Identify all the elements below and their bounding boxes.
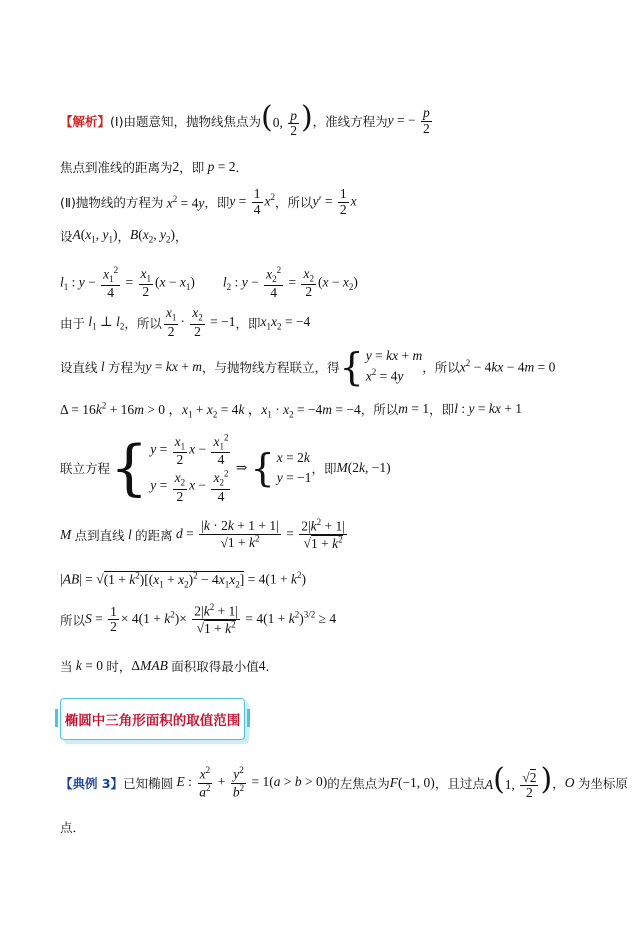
example-text: 已知椭圆 [123, 776, 174, 792]
analysis-line-6 [60, 306, 310, 339]
analysis-text: 点到直线 [74, 527, 125, 543]
analysis-text: ，即 [204, 195, 230, 211]
math-eq: d = $\frac{|k \cdot 2k + 1 + 1|}{√1 + k^2}$ = $\frac{2|k^2 + 1|}{√1 + k^2}$ [176, 517, 345, 551]
example-text: ， [552, 776, 565, 792]
math-eq: A(1, $\frac{√2}{2}$ ) [484, 762, 553, 801]
analysis-text: ，所以 [124, 315, 162, 331]
example-line-1: 【典例 3】 已知椭圆 E : $\frac{x^2}{a^2}$ + $\frac{y^2}{b^2}$ = 1(a > b > 0) 的左焦点为 F(−1, 0) ，且过点 A(1, $\frac{√2}{2}$ ) ， O 为坐标原 [60, 762, 628, 801]
math-eq: $l_1$ ⊥ $l_2$ [88, 313, 125, 332]
analysis-text: 面积取得最小值 [171, 659, 259, 674]
analysis-text: ，即 [179, 160, 205, 175]
math-eq: $\Delta = 16k^2 + 16m > 0$ ，$x_1 + x_2 = 4k$ ，$x_1 \cdot x_2 = -4m = -4$ [60, 400, 361, 420]
analysis-line-8 [60, 398, 522, 420]
system-eq: { y = kx + m $x^2 = 4y$ [339, 344, 423, 389]
math-eq: $A(x_1$, $y_1$) [72, 227, 118, 245]
math-value: 2 [172, 159, 180, 174]
system-eq: { y = $\frac{x_1}{2}$ x − $\frac{x_1^2}{4}$ y = $\frac{x_2}{2}$ x − $\frac{x_2^2}{4}$ ⇒ { x = 2k y = −1 [110, 432, 312, 504]
analysis-text: ，与抛物线方程联立，得 [202, 359, 340, 375]
analysis-line-2: 焦点到准线的距离为 2 ，即 p = 2 ． [60, 159, 249, 175]
analysis-line-13 [60, 657, 269, 675]
analysis-text: 所以 [60, 612, 86, 628]
analysis-text: 当 [60, 659, 73, 674]
example-text: 的左焦点为 [327, 776, 390, 792]
analysis-line-4: 设 $A(x_1$, $y_1$) ， $B(x_2$, $y_2$) ， [60, 227, 188, 245]
analysis-line-12 [60, 603, 336, 637]
example-text: ，且过点 [434, 776, 485, 792]
analysis-text: 方程为 [108, 359, 146, 375]
analysis-text: ，即 [311, 461, 337, 476]
analysis-text: (Ⅱ)抛物线的方程为 [60, 195, 164, 211]
example-text: 点． [60, 820, 86, 835]
math-eq: y = kx + m [145, 358, 203, 374]
math-eq: y = $\frac{1}{4}$ $x^2$ [229, 186, 276, 217]
math-eq: k = 0 [75, 658, 107, 673]
analysis-text: ，准线方程为 [312, 114, 388, 130]
analysis-line-11 [60, 570, 306, 589]
math-eq: ΔMAB [131, 658, 168, 673]
math-eq: $l_1$ : y − $\frac{x_1^2}{4}$ = $\frac{x_1}{2}$ $(x - x_1)$ [60, 265, 195, 301]
math-eq: $B(x_2$, $y_2$) [130, 227, 176, 245]
analysis-line-5 [60, 266, 358, 301]
analysis-line-10: M 点到直线 l 的距离 d = $\frac{|k \cdot 2k + 1 + 1|}{√1 + k^2}$ = $\frac{2|k^2 + 1|}{√1 + k^2}$ [60, 518, 349, 552]
math-eq: $x^2 - 4kx - 4m = 0$ [459, 357, 556, 375]
analysis-text: ，即 [235, 315, 261, 331]
analysis-text: ，即 [429, 401, 455, 417]
analysis-text: ，所以 [275, 195, 313, 211]
math-value: 4 [258, 658, 266, 673]
analysis-text: . [265, 658, 270, 674]
example-line-2 [60, 818, 85, 836]
analysis-text: 的距离 [135, 527, 173, 543]
analysis-text: 由于 [60, 315, 86, 331]
math-eq: $|AB| = √(1 + k^2)[(x_1 + x_2)^2 - 4x_1x_2] = 4(1 + k^2)$ [60, 570, 307, 590]
math-eq: y′ = $\frac{1}{2}$ x [312, 186, 357, 217]
analysis-text: 联立方程 [60, 461, 111, 476]
analysis-line-3 [60, 187, 357, 218]
math-eq: m = 1 [398, 400, 430, 416]
analysis-text: 时， [106, 659, 132, 674]
math-eq: M(2k, −1) [336, 460, 391, 475]
analysis-text: ，所以 [422, 359, 460, 375]
analysis-line-1 [60, 100, 434, 139]
analysis-text: ，所以 [360, 401, 399, 417]
math-eq: $l_2$ : y − $\frac{x_2^2}{4}$ = $\frac{x_2}{2}$ $(x - x_2)$ [222, 265, 358, 301]
section-title-box [60, 698, 245, 740]
math-eq: F(−1, 0) [389, 775, 435, 791]
example-tag: 【典例 3】 [60, 776, 124, 792]
focus-point: (0, $\frac{p}{2}$ ) [260, 100, 313, 139]
math-eq: $x^2 = 4y$ [166, 193, 205, 211]
analysis-line-9 [60, 430, 391, 506]
analysis-line-7: 设直线 l 方程为 y = kx + m ，与抛物线方程联立，得 { y = kx + m $x^2 = 4y$ ，所以 $x^2 - 4kx - 4m = 0$ [60, 344, 556, 389]
directrix-eq: y = − $\frac{p}{2}$ [387, 104, 430, 136]
math-eq: S = $\frac{1}{2}$ × $4(1 + k^2)\times$ $\frac{2|k^2 + 1|}{√1 + k^2}$ = $4(1 + k^2)^{3/2} \ge 4$ [85, 602, 337, 636]
analysis-text: 设 [60, 229, 73, 244]
math-eq: $x_1x_2 = -4$ [260, 313, 311, 332]
analysis-text: (Ⅰ)由题意知，抛物线焦点为 [110, 114, 261, 130]
analysis-text: 设直线 [60, 359, 98, 375]
analysis-text: ， [117, 229, 131, 244]
analysis-text: 焦点到准线的距离为 [60, 160, 173, 175]
math-eq: p = 2 [207, 159, 236, 174]
ellipse-eq: E : $\frac{x^2}{a^2}$ + $\frac{y^2}{b^2}$ = 1(a > b > 0) [176, 765, 328, 800]
math-eq: l : y = kx + 1 [454, 400, 522, 416]
analysis-tag: 【解析】 [60, 114, 111, 130]
example-text: 为坐标原 [577, 776, 628, 792]
math-eq: $\frac{x_1}{2}$ · $\frac{x_2}{2}$ = −1 [165, 305, 236, 339]
section-title: 椭圆中三角形面积的取值范围 [64, 713, 241, 729]
